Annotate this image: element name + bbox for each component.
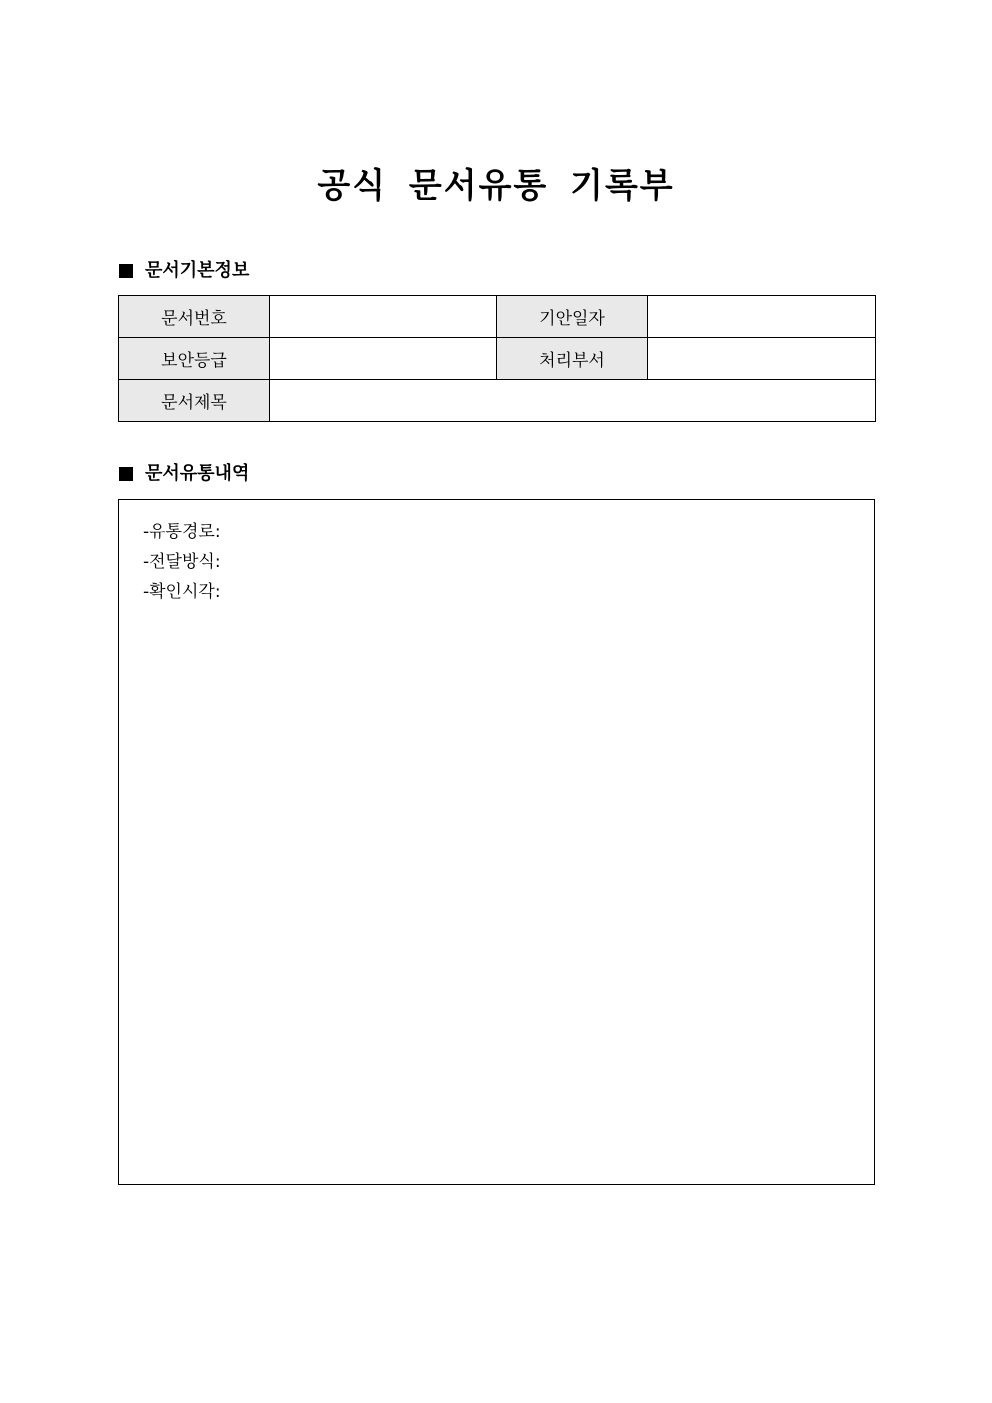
table-row <box>119 338 876 380</box>
table-row <box>119 296 876 338</box>
section-heading-basic-info <box>119 258 249 284</box>
section-heading-flow-details <box>119 461 249 487</box>
flow-details-box[interactable] <box>118 499 875 1185</box>
field-draft-date[interactable] <box>648 296 876 338</box>
delivery-method-line: -전달방식: <box>143 552 221 572</box>
page-title: 공식 문서유통 기록부 <box>317 166 675 206</box>
square-bullet-icon <box>119 467 133 481</box>
section-heading-label: 문서기본정보 <box>145 260 250 281</box>
label-document-title: 문서제목 <box>119 380 270 422</box>
field-document-number[interactable] <box>270 296 497 338</box>
label-document-number: 문서번호 <box>119 296 270 338</box>
flow-route-line: -유통경로: <box>143 522 221 542</box>
field-security-level[interactable] <box>270 338 497 380</box>
section-heading-label: 문서유통내역 <box>145 463 250 484</box>
field-document-title[interactable] <box>270 380 876 422</box>
label-draft-date: 기안일자 <box>497 296 648 338</box>
document-info-table <box>118 295 876 422</box>
confirmation-time-line: -확인시각: <box>143 582 221 602</box>
field-processing-department[interactable] <box>648 338 876 380</box>
label-processing-department: 처리부서 <box>497 338 648 380</box>
table-row <box>119 380 876 422</box>
label-security-level: 보안등급 <box>119 338 270 380</box>
flow-details-list <box>143 517 221 607</box>
square-bullet-icon <box>119 264 133 278</box>
